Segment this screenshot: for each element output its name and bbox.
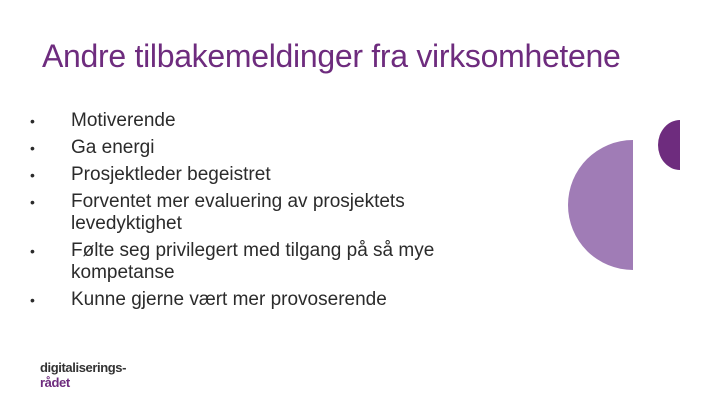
bullet-text: Prosjektleder begeistret	[71, 164, 271, 185]
logo	[40, 360, 150, 390]
half-circle-shape-light	[568, 140, 633, 270]
bullet-text: Ga energi	[71, 137, 155, 158]
bullet-marker: •	[30, 243, 35, 259]
quarter-circle-shape-dark	[658, 120, 680, 170]
bullet-marker: •	[30, 167, 35, 183]
bullet-item	[30, 164, 510, 186]
decorative-shapes	[560, 110, 690, 270]
bullet-text: Forventet mer evaluering av prosjektets levedyktighet	[71, 191, 405, 234]
slide-title: Andre tilbakemeldinger fra virksomhetene	[42, 38, 621, 74]
bullet-item	[30, 191, 510, 235]
bullet-text: Kunne gjerne vært mer provoserende	[71, 289, 387, 310]
logo-text-line1: digitaliserings-	[40, 360, 127, 375]
bullet-text: Følte seg privilegert med tilgang på så mye kompetanse	[71, 240, 435, 283]
bullet-marker: •	[30, 113, 35, 129]
logo-text-line2: rådet	[40, 375, 70, 390]
bullet-item	[30, 289, 510, 311]
bullet-item	[30, 137, 510, 159]
bullet-text: Motiverende	[71, 110, 176, 131]
bullet-marker: •	[30, 140, 35, 156]
bullet-item	[30, 110, 510, 132]
bullet-marker: •	[30, 292, 35, 308]
bullet-item	[30, 240, 510, 284]
bullet-list	[30, 110, 510, 316]
bullet-marker: •	[30, 194, 35, 210]
